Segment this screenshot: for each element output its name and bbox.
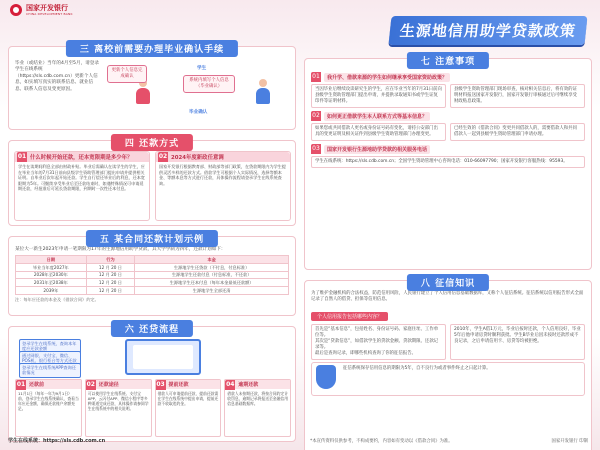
table-cell: 毕业当年度2027年 bbox=[16, 263, 87, 271]
table-cell: 12 月 20 日 bbox=[86, 287, 135, 295]
section-repayment-plan bbox=[8, 236, 296, 316]
flow-box-login: 登录学生在线系统，查询本年度应还款金额 bbox=[19, 339, 81, 354]
section5-intro: 某位大一新生2023年申请一笔期限为17年的生源地信用助学贷款，其大学学制为四年，还款计划如下： bbox=[15, 247, 226, 252]
bubble-system-fill: 系统内填写个人信息（毕业确认） bbox=[183, 75, 235, 93]
q1-num: 01 bbox=[312, 73, 320, 80]
q1-left: 当因毕业后继续攻读研究生的学生，应在毕业当年的7月31日前向县级学生资助管理部门提出申请，并提供录取通知书或学生证复印件等证明材料。 bbox=[311, 84, 446, 108]
credit-footer-box bbox=[311, 362, 585, 396]
credit-text-1: 首先是“基本信息”，包括姓名、身份证号码、家庭住址、工作单位等。 bbox=[315, 327, 439, 338]
credit-sub-title: 个人信用报告包括哪些内容？ bbox=[311, 312, 388, 321]
flow-illustration bbox=[15, 339, 291, 375]
table-cell: 12 月 20 日 bbox=[86, 279, 135, 287]
table-row bbox=[16, 271, 289, 279]
section4-title: 四 还款方式 bbox=[111, 134, 193, 151]
table-row bbox=[16, 287, 289, 295]
staff-figure-icon bbox=[255, 79, 271, 105]
credit-example bbox=[450, 324, 585, 360]
q2-title: 如何更正借款学生本人联系方式等基本信息？ bbox=[324, 112, 430, 121]
table-row bbox=[16, 263, 289, 271]
section-repayment-flow bbox=[8, 326, 296, 442]
table-header: 日期 bbox=[16, 256, 87, 264]
repay-sub-2 bbox=[155, 151, 291, 221]
q1-title: 我升学、借款来源的学生如何继承享受国家资助政策？ bbox=[324, 73, 450, 82]
footnote: *本宣传资料仅供参考，不构成要约，内容如有变动以《借款合同》为准。 bbox=[310, 439, 453, 444]
bank-logo bbox=[10, 4, 73, 16]
credit-example-text: 2010年，学生A借1万元，毕业后按时还款，个人信用良好，毕业5年后他申请房贷时顺利获批。学生B毕业后因未按时还款形成不良记录，之后申请信用卡、房贷等均被拒绝。 bbox=[454, 327, 581, 344]
q2-num: 02 bbox=[312, 112, 320, 119]
credit-text-2: 其次是“贷款信息”，如借款学生的贷款金额、贷款期限、还款记录等。 bbox=[315, 339, 439, 350]
section-credit-knowledge bbox=[304, 280, 592, 450]
table-header: 本金 bbox=[135, 256, 289, 264]
section3-flow bbox=[105, 65, 291, 125]
main-title-wrap bbox=[390, 16, 586, 45]
q3-num: 03 bbox=[312, 145, 320, 152]
step-title: 提前还款 bbox=[168, 382, 189, 388]
sub1-title: 什么时候开始还款，还本宽限期是多少年？ bbox=[30, 155, 133, 161]
flow-steps bbox=[15, 379, 291, 437]
table-cell: 生源地学生还本付息（每年本金最低还款额） bbox=[135, 279, 289, 287]
q3-title: 国家开发银行生源地助学贷款的相关服务电话 bbox=[324, 145, 430, 154]
sub2-title: 2024年度新政任意调 bbox=[171, 155, 224, 161]
step-text: 11月1日（每年一年为9月1日）前，登录学生在线系统确认，查看当年应还金额，确保还款账户余额充足。 bbox=[18, 391, 79, 411]
footer-system-url: 学生在线系统：https://sls.cdb.com.cn bbox=[8, 438, 106, 444]
section3-text: 毕业（或结业）当年的4月至5月，请登录学生在线系统（https://sls.cdb.com.cn）更新个人信息，如实填写真实的联系信息、就业信息、联系人信息及变更原因。 bbox=[15, 61, 99, 92]
table-cell: 12 月 20 日 bbox=[86, 271, 135, 279]
section8-intro: 为了维护金融机构的合法权益，防范信用风险，人民银行建立了个人信用信息基础数据库，又称个人征信系统。征信系统以信用报告形式全面记录了自然人的借贷、担保等信用信息。 bbox=[311, 291, 584, 302]
printed-by: 国家开发银行 印制 bbox=[551, 439, 588, 444]
section-graduation-confirm bbox=[8, 46, 296, 130]
q2-left: 如果您或共同借款人更名或身份证号码有变化，请持公安部门出具的变更证明及相关证件到县级学生资助管理部门办理变更。 bbox=[311, 123, 446, 141]
left-column bbox=[8, 38, 296, 447]
q1-right: 县级学生资助管理部门现场审查，核对相关信息后，将有效的证明材料报送国家开发银行，国家开发银行审核通过后可继续享受财政贴息政策。 bbox=[450, 84, 585, 108]
section3-title: 三 离校前需要办理毕业确认手续 bbox=[66, 40, 238, 57]
step-num: 04 bbox=[226, 380, 235, 388]
flow-box-pay: 通过网银、支付宝、微信、POS机、银行柜台等方式还款 bbox=[19, 351, 81, 366]
step-num: 01 bbox=[16, 380, 26, 388]
section5-title: 五 某合同还款计划示例 bbox=[86, 230, 218, 247]
credit-text-3: 最后是查询记录，即哪些机构查询了你的征信报告。 bbox=[315, 351, 416, 356]
section5-note: 注：每年应还款的本金及《借款合同》约定。 bbox=[15, 296, 99, 302]
step-text: 借款人未按期还款，将按合同约定计收罚息，逾期记录将报送至金融信用信息基础数据库。 bbox=[227, 391, 288, 406]
table-cell: 2031年至2038年 bbox=[16, 279, 87, 287]
section-notes bbox=[304, 58, 592, 270]
section-repayment-method bbox=[8, 140, 296, 226]
step-text: 可以使用学生在线系统、支付宝APP、云闪付APP、微信小程序等多种渠道完成还款，具体操作请参阅学生在线系统中的相关说明。 bbox=[87, 391, 149, 411]
step-overdue bbox=[224, 379, 291, 437]
repayment-table bbox=[15, 255, 289, 295]
table-cell: 生源地学生全部还清 bbox=[135, 287, 289, 295]
bank-en: CHINA DEVELOPMENT BANK bbox=[26, 11, 73, 16]
shield-icon bbox=[316, 365, 336, 389]
q3-text: 学生在线系统：https://sls.cdb.com.cn；全国学生资助管理中心咨询电话：010-66097790；国家开发银行客服热线：95593。 bbox=[315, 159, 568, 164]
step-before-repay bbox=[15, 379, 82, 437]
main-title: 生源地信用助学贷款政策 bbox=[388, 16, 587, 45]
step-repay-channel bbox=[85, 379, 152, 437]
computer-screen-icon bbox=[125, 339, 201, 375]
table-cell: 生源地学生还贷款（不付息，付息标准） bbox=[135, 263, 289, 271]
table-cell: 2028年至2030年 bbox=[16, 271, 87, 279]
bank-logo-icon bbox=[10, 4, 22, 16]
table-cell: 12 月 20 日 bbox=[86, 263, 135, 271]
label-confirm: 毕业确认 bbox=[189, 110, 208, 115]
sub1-text: 学生在读期间利息全部由财政补贴。毕业后需确认在读学生的学生，应在毕业当年的7月31日前向县级学生资助管理部门提出申请并提供相关证明。自毕业后次年起开始还款。学生自行偿还毕业后的利息，还本宽限期为5年。可继续享受毕业后至还款结束时，如遇特殊情况可申请延期还款，经批准后可延长贷款期限，到期时一次性还本付息。 bbox=[18, 164, 145, 192]
sub1-num: 01 bbox=[17, 153, 27, 160]
right-column bbox=[304, 58, 592, 450]
credit-footer-text: 征信系统保存信用信息的期限为5年，自不良行为或者事件终止之日起计算。 bbox=[343, 366, 491, 371]
section8-title: 八 征信知识 bbox=[407, 274, 489, 291]
sub2-text: 国家开发银行根据教育部、财政部等部门政策，在贷款期限内为学生提供灵活多样的还款方式。借款学生可根据个人实际情况，选择等额本金、等额本息等方式进行还款，具体操作流程请登录学生在线系统查询。 bbox=[159, 164, 286, 186]
step-title: 还款前 bbox=[29, 382, 45, 388]
bank-name: 国家开发银行 bbox=[26, 3, 68, 12]
sub2-num: 02 bbox=[158, 153, 168, 160]
table-header: 行为 bbox=[86, 256, 135, 264]
flow-box-check: 登录学生在线系统APP查询还款情况 bbox=[19, 363, 81, 378]
section6-title: 六 还贷流程 bbox=[111, 320, 193, 337]
repay-sub-1 bbox=[14, 151, 150, 221]
table-cell: 生源地学生还款付息（付息标准，不还款） bbox=[135, 271, 289, 279]
table-row bbox=[16, 279, 289, 287]
step-text: 借款人可申请提前还款，提前还款需在学生在线系统中提出申请，提前还款不收取违约金。 bbox=[157, 391, 219, 406]
section7-title: 七 注意事项 bbox=[407, 52, 489, 69]
step-num: 03 bbox=[156, 380, 165, 388]
step-early-repay bbox=[155, 379, 222, 437]
label-student: 学生 bbox=[197, 66, 207, 71]
step-num: 02 bbox=[86, 380, 95, 388]
q2-right: 已经生效的《借款合同》变更共同借款人的，需要借款人和共同借款人一起到县级学生资助管理部门申请办理。 bbox=[450, 123, 585, 141]
credit-contents bbox=[311, 324, 446, 360]
step-title: 还款途径 bbox=[98, 382, 119, 388]
table-cell: 2039年 bbox=[16, 287, 87, 295]
step-title: 逾期还款 bbox=[238, 382, 259, 388]
bubble-update-info: 更新个人信息完成确认 bbox=[107, 65, 147, 83]
